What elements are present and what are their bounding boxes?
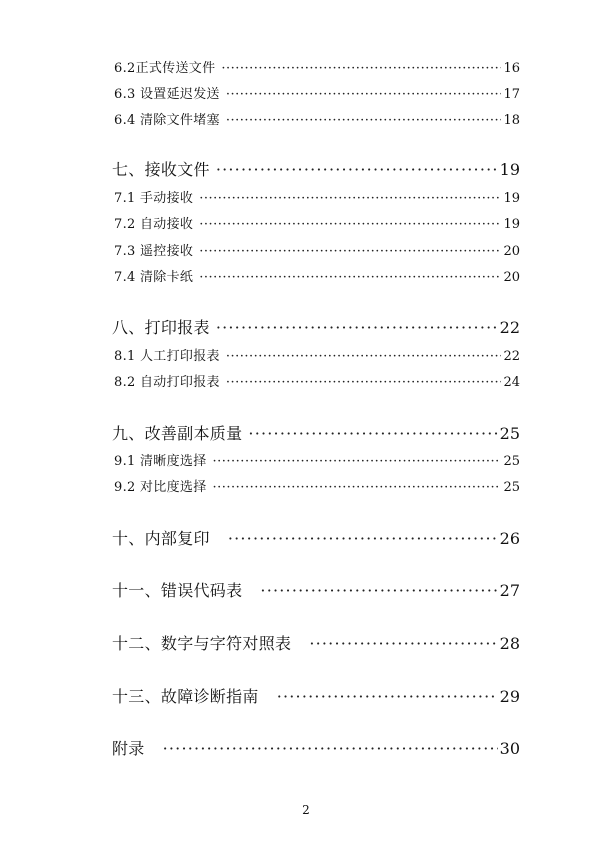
toc-section-label: 十一、错误代码表 xyxy=(112,581,243,600)
toc-entry-label: 9.1 清晰度选择 xyxy=(114,454,207,469)
dot-leader xyxy=(226,113,502,128)
toc-entry-page: 20 xyxy=(503,244,520,259)
toc-section-page: 25 xyxy=(499,424,520,443)
toc-entry-page: 19 xyxy=(503,191,520,206)
toc-entry-label: 7.4 清除卡纸 xyxy=(114,270,194,285)
dot-leader xyxy=(199,217,501,232)
dot-leader xyxy=(226,349,502,364)
toc-section-9 xyxy=(112,421,520,443)
toc-entry-label: 8.2 自动打印报表 xyxy=(114,375,220,390)
dot-leader xyxy=(213,480,502,495)
dot-leader xyxy=(248,424,497,443)
toc-section-label: 八、打印报表 xyxy=(112,318,210,337)
toc-section-page: 22 xyxy=(499,318,520,337)
dot-leader xyxy=(309,634,497,653)
toc-entry-page: 18 xyxy=(503,113,520,128)
toc-entry-8-2 xyxy=(114,371,520,389)
toc-entry-label: 6.2正式传送文件 xyxy=(114,61,216,76)
toc-section-label: 七、接收文件 xyxy=(112,160,210,179)
toc-entry-page: 16 xyxy=(503,61,520,76)
toc-section-page: 27 xyxy=(499,581,520,600)
toc-section-page: 19 xyxy=(499,160,520,179)
toc-section-page: 26 xyxy=(499,529,520,548)
dot-leader xyxy=(213,454,502,469)
toc-entry-label: 8.1 人工打印报表 xyxy=(114,349,220,364)
toc-entry-8-1 xyxy=(114,345,520,363)
toc-entry-page: 24 xyxy=(503,375,520,390)
toc-entry-7-2 xyxy=(114,213,520,231)
page-number: 2 xyxy=(302,803,310,817)
toc-section-12 xyxy=(112,631,520,653)
toc-entry-7-3 xyxy=(114,240,520,258)
toc-section-label: 十二、数字与字符对照表 xyxy=(112,634,292,653)
toc-section-label: 九、改善副本质量 xyxy=(112,424,243,443)
toc-section-appendix xyxy=(112,736,520,758)
dot-leader xyxy=(199,191,501,206)
toc-entry-page: 17 xyxy=(503,87,520,102)
toc-entry-9-1 xyxy=(114,450,520,468)
toc-entry-6-3 xyxy=(114,83,520,101)
toc-entry-7-1 xyxy=(114,187,520,205)
dot-leader xyxy=(221,61,501,76)
toc-entry-6-2 xyxy=(114,57,520,75)
dot-leader xyxy=(199,244,501,259)
dot-leader xyxy=(228,529,498,548)
toc-section-11 xyxy=(112,578,520,600)
dot-leader xyxy=(260,581,497,600)
toc-entry-page: 25 xyxy=(503,480,520,495)
dot-leader xyxy=(216,318,498,337)
toc-entry-page: 19 xyxy=(503,217,520,232)
toc-section-label: 十、内部复印 xyxy=(112,529,210,548)
toc-entry-6-4 xyxy=(114,109,520,127)
toc-section-page: 28 xyxy=(499,634,520,653)
toc-section-label: 附录 xyxy=(112,739,145,758)
toc-entry-label: 7.1 手动接收 xyxy=(114,191,194,206)
toc-entry-label: 7.2 自动接收 xyxy=(114,217,194,232)
toc-section-label: 十三、故障诊断指南 xyxy=(112,687,259,706)
toc-entry-label: 6.4 清除文件堵塞 xyxy=(114,113,220,128)
toc-entry-label: 6.3 设置延迟发送 xyxy=(114,87,220,102)
toc-entry-7-4 xyxy=(114,266,520,284)
toc-entry-page: 20 xyxy=(503,270,520,285)
toc-section-page: 30 xyxy=(499,739,520,758)
toc-entry-label: 7.3 遥控接收 xyxy=(114,244,194,259)
toc-entry-page: 22 xyxy=(503,349,520,364)
dot-leader xyxy=(216,160,498,179)
toc-section-13 xyxy=(112,684,520,706)
dot-leader xyxy=(226,375,502,390)
toc-section-8 xyxy=(112,315,520,337)
toc-entry-page: 25 xyxy=(503,454,520,469)
toc-entry-label: 9.2 对比度选择 xyxy=(114,480,207,495)
dot-leader xyxy=(199,270,501,285)
dot-leader xyxy=(163,739,498,758)
toc-entry-9-2 xyxy=(114,476,520,494)
toc-section-page: 29 xyxy=(499,687,520,706)
dot-leader xyxy=(277,687,498,706)
toc-section-7 xyxy=(112,157,520,179)
dot-leader xyxy=(226,87,502,102)
toc-section-10 xyxy=(112,526,520,548)
